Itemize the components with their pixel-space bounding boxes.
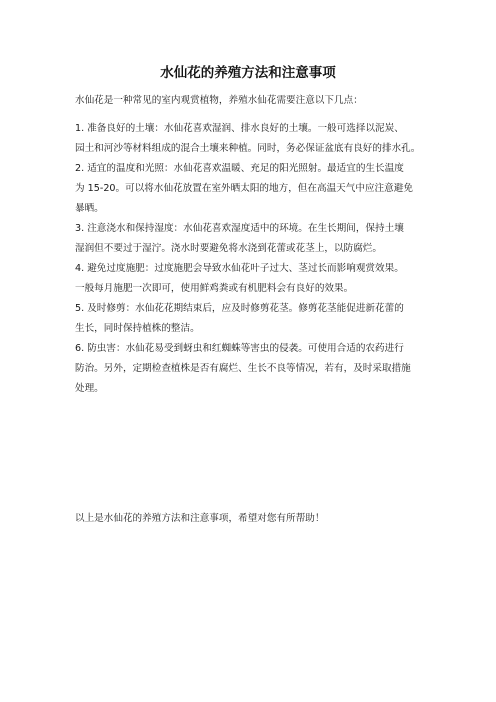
item-line: 2. 适宜的温度和光照：水仙花喜欢温暖、充足的阳光照射。最适宜的生长温度 (75, 163, 404, 174)
list-item (75, 159, 431, 219)
intro-paragraph: 水仙花是一种常见的室内观赏植物，养殖水仙花需要注意以下几点： (75, 95, 363, 106)
closing-paragraph: 以上是水仙花的养殖方法和注意事项，希望对您有所帮助！ (75, 513, 325, 524)
item-line: 湿润但不要过于湿泞。浇水时要避免将水浇到花蕾或花茎上，以防腐烂。 (75, 243, 382, 254)
item-line: 1. 准备良好的土壤：水仙花喜欢湿润、排水良好的土壤。一般可选择以泥炭、 (75, 123, 404, 134)
item-line: 生长，同时保持植株的整洁。 (75, 323, 200, 334)
item-line: 4. 避免过度施肥：过度施肥会导致水仙花叶子过大、茎过长而影响观赏效果。 (75, 263, 404, 274)
item-line: 6. 防虫害：水仙花易受到蚜虫和红蜘蛛等害虫的侵袭。可使用合适的农药进行 (75, 343, 404, 354)
item-line: 暴晒。 (75, 203, 104, 214)
list-item (75, 259, 431, 299)
item-line: 园土和河沙等材料组成的混合土壤来种植。同时，务必保证盆底有良好的排水孔。 (75, 143, 421, 154)
list-item (75, 219, 431, 259)
item-line: 5. 及时修剪：水仙花花期结束后，应及时修剪花茎。修剪花茎能促进新花蕾的 (75, 303, 404, 314)
list-item (75, 119, 431, 159)
item-line: 3. 注意浇水和保持湿度：水仙花喜欢湿度适中的环境。在生长期间，保持土壤 (75, 223, 404, 234)
item-line: 处理。 (75, 383, 104, 394)
item-list (75, 119, 431, 399)
list-item (75, 299, 431, 339)
item-line: 防治。另外，定期检查植株是否有腐烂、生长不良等情况，若有，及时采取措施 (75, 363, 411, 374)
list-item (75, 339, 431, 399)
document-title: 水仙花的养殖方法和注意事项 (160, 65, 336, 81)
item-line: 为 15-20。可以将水仙花放置在室外晒太阳的地方，但在高温天气中应注意避免 (75, 183, 413, 194)
item-line: 一般每月施肥一次即可，使用鲜鸡粪或有机肥料会有良好的效果。 (75, 283, 354, 294)
